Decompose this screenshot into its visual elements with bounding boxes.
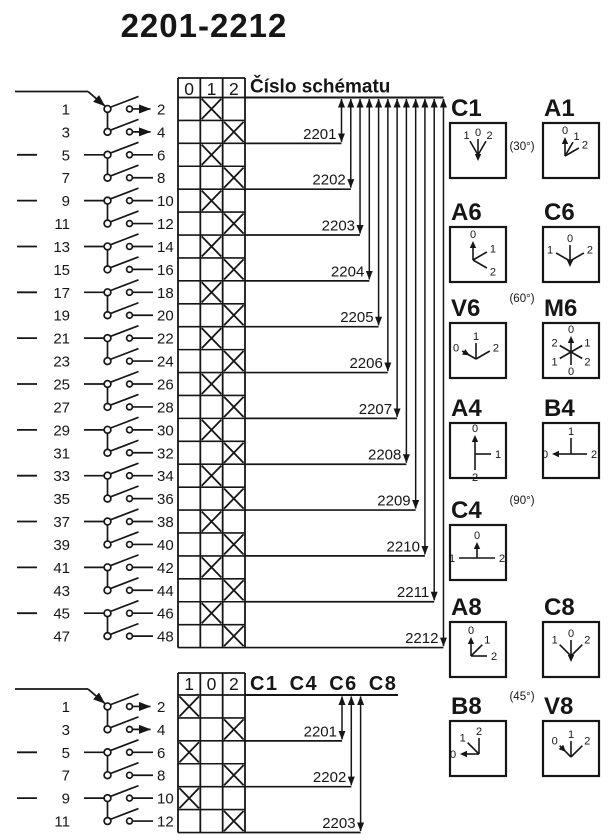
diagram-title-V8: V8 bbox=[544, 693, 574, 720]
switch-blade bbox=[110, 257, 138, 268]
position-label: 1 bbox=[551, 634, 558, 647]
contact-circle bbox=[104, 335, 111, 342]
contact-circle bbox=[127, 772, 133, 778]
contact-circle bbox=[104, 703, 111, 710]
position-label: 2 bbox=[492, 342, 499, 355]
switch-blade bbox=[110, 509, 138, 520]
contact-circle bbox=[104, 151, 111, 158]
contact-in-label: 35 bbox=[53, 491, 70, 509]
contact-circle bbox=[127, 221, 133, 227]
contact-circle bbox=[127, 587, 133, 593]
schema-number: 2205 bbox=[340, 309, 374, 327]
contact-circle bbox=[127, 244, 133, 250]
position-ray bbox=[560, 645, 571, 656]
contact-circle bbox=[127, 496, 133, 502]
col-header: 0 bbox=[206, 674, 217, 694]
contact-in-label: 13 bbox=[53, 238, 70, 256]
diagram-title-B4: B4 bbox=[544, 395, 575, 422]
contact-circle bbox=[127, 473, 133, 479]
contact-in-label: 9 bbox=[61, 193, 70, 211]
contact-out-label: 48 bbox=[157, 628, 174, 646]
contact-in-label: 45 bbox=[53, 605, 70, 623]
schema-number: 2207 bbox=[358, 400, 393, 418]
contact-circle bbox=[127, 381, 133, 387]
position-ray bbox=[571, 352, 582, 359]
position-label: 2 bbox=[551, 337, 558, 350]
contact-circle bbox=[127, 404, 133, 410]
contact-out-label: 2 bbox=[157, 698, 166, 716]
contact-circle bbox=[104, 772, 111, 779]
position-label: 0 bbox=[469, 228, 477, 241]
switch-blade bbox=[110, 532, 138, 543]
angle-note: (90°) bbox=[509, 495, 535, 507]
contact-out-label: 6 bbox=[157, 744, 166, 762]
contact-out-label: 46 bbox=[157, 605, 174, 623]
position-label: 1 bbox=[484, 634, 491, 647]
supply-arrow bbox=[88, 689, 105, 703]
position-ray bbox=[471, 645, 482, 656]
contact-circle bbox=[104, 472, 111, 479]
position-diagrams bbox=[449, 95, 599, 776]
diagram-title-A4: A4 bbox=[451, 395, 482, 422]
switch-blade bbox=[110, 119, 138, 130]
position-ray bbox=[571, 346, 582, 353]
contact-circle bbox=[104, 726, 111, 733]
position-label: 1 bbox=[472, 330, 480, 343]
contact-circle bbox=[127, 289, 133, 295]
contact-in-label: 5 bbox=[61, 147, 70, 165]
diagram-box-A1 bbox=[543, 123, 599, 178]
contact-out-label: 44 bbox=[157, 582, 174, 600]
contact-out-label: 20 bbox=[157, 307, 174, 325]
schema-number: 2201 bbox=[303, 723, 337, 741]
handle-arrowhead bbox=[472, 435, 478, 442]
contact-circle bbox=[127, 726, 133, 732]
contact-circle bbox=[104, 541, 111, 548]
switch-blade bbox=[110, 809, 138, 820]
switch-blade bbox=[110, 303, 138, 314]
position-ray bbox=[470, 141, 478, 155]
col-header: 1 bbox=[206, 79, 217, 99]
switch-blade bbox=[110, 417, 138, 428]
contact-circle bbox=[127, 267, 133, 273]
contact-in-label: 1 bbox=[61, 698, 70, 716]
col-header: 0 bbox=[184, 79, 195, 99]
contact-circle bbox=[104, 518, 111, 525]
position-ray bbox=[571, 746, 582, 757]
contact-in-label: 5 bbox=[61, 744, 70, 762]
contact-in-label: 43 bbox=[53, 582, 70, 600]
contact-out-label: 26 bbox=[157, 376, 174, 394]
position-label: 0 bbox=[566, 232, 574, 245]
handle-arrowhead bbox=[562, 137, 568, 144]
contact-circle bbox=[104, 404, 111, 411]
diagram-box-A6 bbox=[450, 227, 506, 282]
schema-number: 2208 bbox=[368, 446, 402, 464]
contact-out-label: 10 bbox=[157, 193, 174, 211]
contact-circle bbox=[104, 220, 111, 227]
contact-in-label: 3 bbox=[61, 721, 70, 739]
contact-circle bbox=[104, 197, 111, 204]
page-title: 2201-2212 bbox=[120, 7, 288, 44]
schema-number: 2206 bbox=[349, 355, 383, 373]
handle-arrowhead bbox=[475, 154, 481, 161]
angle-note: (60°) bbox=[509, 293, 535, 305]
position-label: 2 bbox=[581, 139, 588, 152]
contact-circle bbox=[127, 542, 133, 548]
contact-circle bbox=[127, 335, 133, 341]
contact-circle bbox=[127, 129, 133, 135]
col-header: 2 bbox=[228, 674, 239, 694]
contact-circle bbox=[104, 106, 111, 113]
contact-in-label: 1 bbox=[61, 101, 70, 119]
switch-blade bbox=[110, 394, 138, 405]
diagram-title-A1: A1 bbox=[544, 95, 575, 122]
contact-in-label: 25 bbox=[53, 376, 70, 394]
switch-blade bbox=[110, 188, 138, 199]
contact-in-label: 11 bbox=[54, 813, 70, 831]
position-label: 1 bbox=[567, 425, 575, 438]
position-label: 0 bbox=[551, 735, 558, 748]
contact-circle bbox=[127, 312, 133, 318]
handle-arrowhead bbox=[468, 637, 474, 644]
position-label: 0 bbox=[467, 624, 475, 637]
handle-arrowhead bbox=[567, 260, 573, 267]
switch-blade bbox=[110, 372, 138, 383]
contact-out-label: 12 bbox=[157, 813, 174, 831]
position-label: 2 bbox=[489, 266, 496, 279]
switch-blade bbox=[110, 555, 138, 566]
position-label: 1 bbox=[551, 356, 558, 369]
handle-arrowhead bbox=[568, 655, 574, 662]
contact-in-label: 19 bbox=[53, 307, 70, 325]
position-label: 2 bbox=[475, 725, 483, 738]
position-ray bbox=[478, 141, 486, 155]
contact-circle bbox=[127, 818, 133, 824]
contact-out-label: 38 bbox=[157, 514, 174, 532]
contact-out-label: 22 bbox=[157, 330, 174, 348]
position-label: 2 bbox=[490, 650, 498, 663]
switch-blade bbox=[110, 280, 138, 291]
contact-out-label: 42 bbox=[157, 559, 174, 577]
contact-circle bbox=[104, 749, 111, 756]
contact-out-label: 2 bbox=[157, 101, 166, 119]
position-ray bbox=[571, 645, 582, 656]
schema-number: 2202 bbox=[312, 171, 346, 189]
contact-circle bbox=[104, 358, 111, 365]
position-label: 2 bbox=[584, 735, 591, 748]
switch-blade bbox=[110, 601, 138, 612]
position-ray bbox=[570, 253, 584, 261]
contact-in-label: 7 bbox=[61, 170, 70, 188]
schema-number: 2201 bbox=[303, 125, 337, 143]
switch-blade bbox=[110, 142, 138, 153]
contact-in-label: 41 bbox=[53, 559, 70, 577]
contact-circle bbox=[104, 266, 111, 273]
contact-circle bbox=[127, 795, 133, 801]
position-label: 2 bbox=[590, 448, 598, 461]
position-ray bbox=[476, 351, 490, 359]
contact-in-label: 39 bbox=[53, 536, 70, 554]
contact-circle bbox=[104, 174, 111, 181]
schema-number: 2203 bbox=[321, 217, 356, 235]
contact-out-label: 10 bbox=[157, 790, 174, 808]
angle-notes bbox=[509, 141, 534, 703]
bottom_section-schema-links bbox=[245, 673, 398, 833]
contact-circle bbox=[127, 175, 133, 181]
contact-circle bbox=[104, 795, 111, 802]
handle-arrowhead bbox=[460, 751, 467, 757]
switch-blade bbox=[110, 624, 138, 635]
contact-in-label: 9 bbox=[61, 790, 70, 808]
diagram-title-B8: B8 bbox=[451, 693, 482, 720]
top_section-switchbank bbox=[15, 92, 174, 646]
handle-arrowhead bbox=[470, 241, 476, 248]
contact-circle bbox=[127, 427, 133, 433]
position-label: 1 bbox=[463, 129, 470, 142]
position-label: 0 bbox=[567, 365, 575, 378]
diagram-title-A6: A6 bbox=[451, 199, 482, 226]
contact-circle bbox=[127, 610, 133, 616]
switch-blade bbox=[110, 211, 138, 222]
position-label: 0 bbox=[473, 529, 481, 542]
contact-circle bbox=[104, 381, 111, 388]
switch-blade bbox=[110, 578, 138, 589]
contact-circle bbox=[104, 633, 111, 640]
contact-in-label: 7 bbox=[61, 767, 70, 785]
contact-out-label: 8 bbox=[157, 767, 166, 785]
contact-out-label: 12 bbox=[157, 216, 174, 234]
diagram-title-C4: C4 bbox=[451, 497, 482, 524]
contact-circle bbox=[104, 289, 111, 296]
switch-blade bbox=[110, 326, 138, 337]
contact-in-label: 17 bbox=[53, 284, 70, 302]
switch-blade bbox=[110, 463, 138, 474]
page-header bbox=[121, 7, 288, 44]
contact-out-label: 34 bbox=[157, 468, 174, 486]
position-label: 0 bbox=[471, 422, 479, 435]
contact-circle bbox=[127, 749, 133, 755]
top_section-table bbox=[178, 78, 245, 648]
contact-in-label: 33 bbox=[53, 468, 70, 486]
col-header: 1 bbox=[184, 674, 195, 694]
schema-number: 2202 bbox=[312, 769, 347, 787]
contact-in-label: 3 bbox=[61, 124, 70, 142]
contact-out-label: 30 bbox=[157, 422, 174, 440]
contact-circle bbox=[104, 312, 111, 319]
top_section-schema-links bbox=[245, 76, 443, 648]
contact-circle bbox=[104, 426, 111, 433]
contact-out-label: 14 bbox=[157, 238, 174, 256]
table-title: C1 C4 C6 C8 bbox=[249, 673, 398, 695]
position-label: 2 bbox=[584, 356, 591, 369]
contact-out-label: 8 bbox=[157, 170, 166, 188]
table-title: Číslo schématu bbox=[249, 76, 391, 98]
diagram-title-C6: C6 bbox=[544, 199, 575, 226]
angle-note: (30°) bbox=[509, 141, 535, 153]
contact-circle bbox=[127, 519, 133, 525]
schema-number: 2203 bbox=[322, 815, 356, 833]
position-label: 1 bbox=[584, 337, 591, 350]
contact-circle bbox=[104, 587, 111, 594]
position-label: 1 bbox=[448, 552, 456, 565]
contact-circle bbox=[127, 198, 133, 204]
diagram-title-V6: V6 bbox=[451, 295, 481, 322]
position-label: 1 bbox=[494, 448, 502, 461]
schema-number: 2204 bbox=[330, 263, 365, 281]
contact-circle bbox=[104, 449, 111, 456]
position-label: 0 bbox=[541, 448, 549, 461]
contact-circle bbox=[127, 450, 133, 456]
position-ray bbox=[556, 253, 570, 261]
diagram-title-C8: C8 bbox=[544, 594, 575, 621]
contact-out-label: 32 bbox=[157, 445, 174, 463]
contact-circle bbox=[127, 704, 133, 710]
contact-circle bbox=[127, 633, 133, 639]
switch-blade bbox=[110, 440, 138, 451]
diagram-title-A8: A8 bbox=[451, 594, 482, 621]
switch-blade bbox=[110, 486, 138, 497]
position-label: 2 bbox=[486, 129, 493, 142]
switch-blade bbox=[110, 740, 138, 751]
handle-arrowhead bbox=[568, 336, 574, 343]
position-label: 0 bbox=[449, 748, 457, 761]
contact-out-label: 24 bbox=[157, 353, 174, 371]
switch-blade bbox=[110, 349, 138, 360]
position-label: 0 bbox=[561, 124, 569, 137]
contact-in-label: 11 bbox=[54, 216, 70, 234]
position-label: 0 bbox=[474, 126, 482, 139]
switch-blade bbox=[110, 234, 138, 245]
position-label: 1 bbox=[459, 732, 466, 745]
switch-blade bbox=[110, 96, 138, 107]
contact-out-label: 28 bbox=[157, 399, 174, 417]
handle-arrowhead bbox=[552, 451, 559, 457]
position-ray bbox=[473, 260, 487, 268]
position-ray bbox=[473, 252, 487, 260]
position-label: 2 bbox=[586, 244, 593, 257]
contact-in-label: 29 bbox=[53, 422, 70, 440]
contact-in-label: 23 bbox=[53, 353, 70, 371]
contact-out-label: 6 bbox=[157, 147, 166, 165]
contact-circle bbox=[104, 495, 111, 502]
contact-out-label: 4 bbox=[157, 721, 166, 739]
position-ray bbox=[560, 346, 571, 353]
position-label: 0 bbox=[567, 627, 575, 640]
position-ray bbox=[468, 743, 479, 754]
contact-out-label: 16 bbox=[157, 261, 174, 279]
switch-blade bbox=[110, 694, 138, 705]
position-ray bbox=[560, 352, 571, 359]
position-label: 1 bbox=[573, 130, 580, 143]
contact-circle bbox=[127, 106, 133, 112]
position-label: 1 bbox=[567, 728, 575, 741]
bottom_section-table bbox=[178, 673, 245, 833]
contact-circle bbox=[127, 358, 133, 364]
contact-circle bbox=[104, 243, 111, 250]
switch-blade bbox=[110, 717, 138, 728]
contact-circle bbox=[104, 128, 111, 135]
handle-arrowhead bbox=[474, 542, 480, 549]
schema-number: 2210 bbox=[386, 538, 420, 556]
supply-arrow bbox=[88, 92, 105, 106]
position-label: 0 bbox=[453, 342, 460, 355]
contact-circle bbox=[104, 564, 111, 571]
schema-number: 2209 bbox=[377, 492, 411, 510]
position-label: 2 bbox=[498, 552, 506, 565]
contact-circle bbox=[127, 564, 133, 570]
position-label: 1 bbox=[547, 244, 554, 257]
contact-in-label: 21 bbox=[53, 330, 70, 348]
diagram-title-M6: M6 bbox=[544, 295, 578, 322]
position-label: 2 bbox=[584, 634, 591, 647]
contact-in-label: 47 bbox=[53, 628, 70, 646]
contact-in-label: 15 bbox=[53, 261, 70, 279]
contact-in-label: 31 bbox=[53, 445, 70, 463]
contact-out-label: 40 bbox=[157, 536, 174, 554]
position-label: 0 bbox=[567, 323, 575, 336]
position-label: 2 bbox=[471, 471, 479, 484]
contact-in-label: 37 bbox=[53, 514, 70, 532]
switch-blade bbox=[110, 165, 138, 176]
schema-number: 2212 bbox=[405, 630, 439, 648]
contact-out-label: 18 bbox=[157, 284, 174, 302]
switch-blade bbox=[110, 763, 138, 774]
switch-blade bbox=[110, 786, 138, 797]
contact-circle bbox=[127, 152, 133, 158]
diagram-title-C1: C1 bbox=[451, 95, 482, 122]
angle-note: (45°) bbox=[509, 691, 535, 703]
schema-number: 2211 bbox=[396, 584, 430, 602]
contact-circle bbox=[104, 818, 111, 825]
bottom_section-switchbank bbox=[15, 689, 174, 831]
col-header: 2 bbox=[228, 79, 239, 99]
contact-out-label: 36 bbox=[157, 491, 174, 509]
contact-circle bbox=[104, 610, 111, 617]
contact-out-label: 4 bbox=[157, 124, 166, 142]
contact-in-label: 27 bbox=[53, 399, 70, 417]
position-label: 1 bbox=[489, 243, 496, 256]
